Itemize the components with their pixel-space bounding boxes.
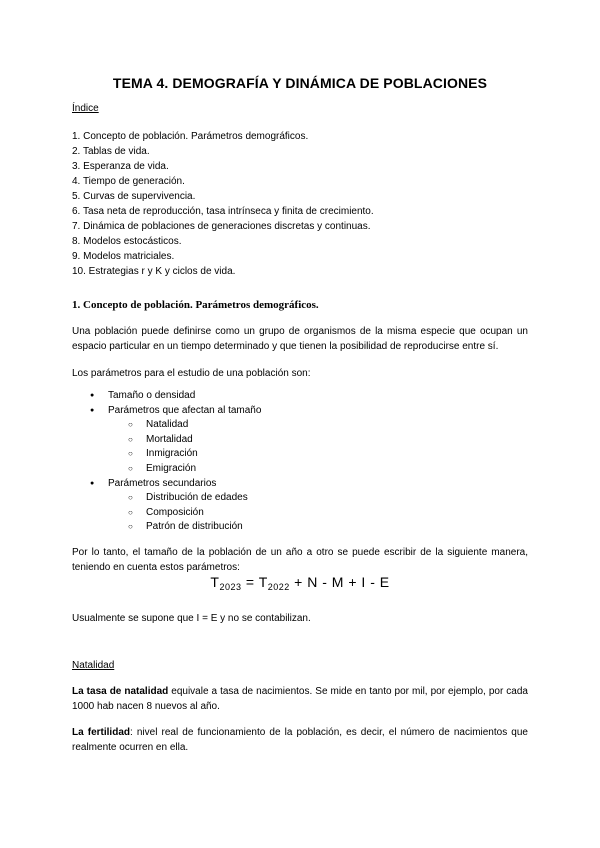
birth-rate-text: equivale a tasa de nacimientos. Se mide en tanto por mil, por ejemplo, por cada 1000 hab nacen 8 nuevos al año. [72, 686, 528, 712]
list-item: ● Parámetros secundarios [90, 477, 261, 492]
index-item: 4. Tiempo de generación. [72, 176, 185, 187]
section-heading: 1. Concepto de población. Parámetros demográficos. [72, 299, 319, 311]
fertility-text: : nivel real de funcionamiento de la población, es decir, el número de nacimientos que realmente ocurren en ella. [72, 727, 528, 753]
paragraph-fertility [72, 725, 528, 755]
index-item: 9. Modelos matriciales. [72, 251, 175, 262]
index-list [72, 129, 374, 279]
list-subitem: ○ Composición [90, 506, 261, 521]
list-subitem: ○ Natalidad [90, 418, 261, 433]
formula-equals: = [241, 574, 259, 590]
paragraph-parameters-intro: Los parámetros para el estudio de una población son: [72, 368, 311, 379]
index-heading: Índice [72, 103, 99, 114]
document-title: TEMA 4. DEMOGRAFÍA Y DINÁMICA DE POBLACIONES [112, 75, 488, 91]
paragraph-assumption: Usualmente se supone que I = E y no se contabilizan. [72, 613, 311, 624]
formula-t-right: T [258, 574, 268, 590]
index-item: 10. Estrategias r y K y ciclos de vida. [72, 266, 236, 277]
paragraph-population-definition: Una población puede definirse como un grupo de organismos de la misma especie que ocupan un espacio particular en un tiempo determinado y que tienen la posibilidad de reproducirse entre sí. [72, 326, 528, 352]
index-item: 1. Concepto de población. Parámetros demográficos. [72, 131, 309, 142]
index-item: 2. Tablas de vida. [72, 146, 150, 157]
paragraph-size-formula-intro: Por lo tanto, el tamaño de la población de un año a otro se puede escribir de la siguiente manera, teniendo en cuenta estos parámetros: [72, 547, 528, 573]
index-item: 7. Dinámica de poblaciones de generaciones discretas y continuas. [72, 221, 371, 232]
list-subitem: ○ Patrón de distribución [90, 520, 261, 535]
term-birth-rate: La tasa de natalidad [72, 686, 169, 697]
list-item: ● Parámetros que afectan al tamaño [90, 404, 261, 419]
index-item: 6. Tasa neta de reproducción, tasa intrínseca y finita de crecimiento. [72, 206, 374, 217]
population-formula [0, 574, 600, 592]
formula-t-right-sub: 2022 [267, 582, 290, 592]
list-subitem: ○ Mortalidad [90, 433, 261, 448]
formula-t-left-sub: 2023 [219, 582, 242, 592]
formula-t-left: T [210, 574, 220, 590]
subsection-heading-natalidad: Natalidad [72, 660, 115, 671]
term-fertility: La fertilidad [72, 727, 130, 738]
index-item: 8. Modelos estocásticos. [72, 236, 182, 247]
formula-rest: + N - M + I - E [289, 574, 390, 590]
list-subitem: ○ Emigración [90, 462, 261, 477]
list-subitem: ○ Inmigración [90, 447, 261, 462]
paragraph-birth-rate [72, 684, 528, 714]
index-item: 3. Esperanza de vida. [72, 161, 169, 172]
index-item: 5. Curvas de supervivencia. [72, 191, 196, 202]
list-subitem: ○ Distribución de edades [90, 491, 261, 506]
parameters-list [90, 389, 261, 535]
list-item: ● Tamaño o densidad [90, 389, 261, 404]
